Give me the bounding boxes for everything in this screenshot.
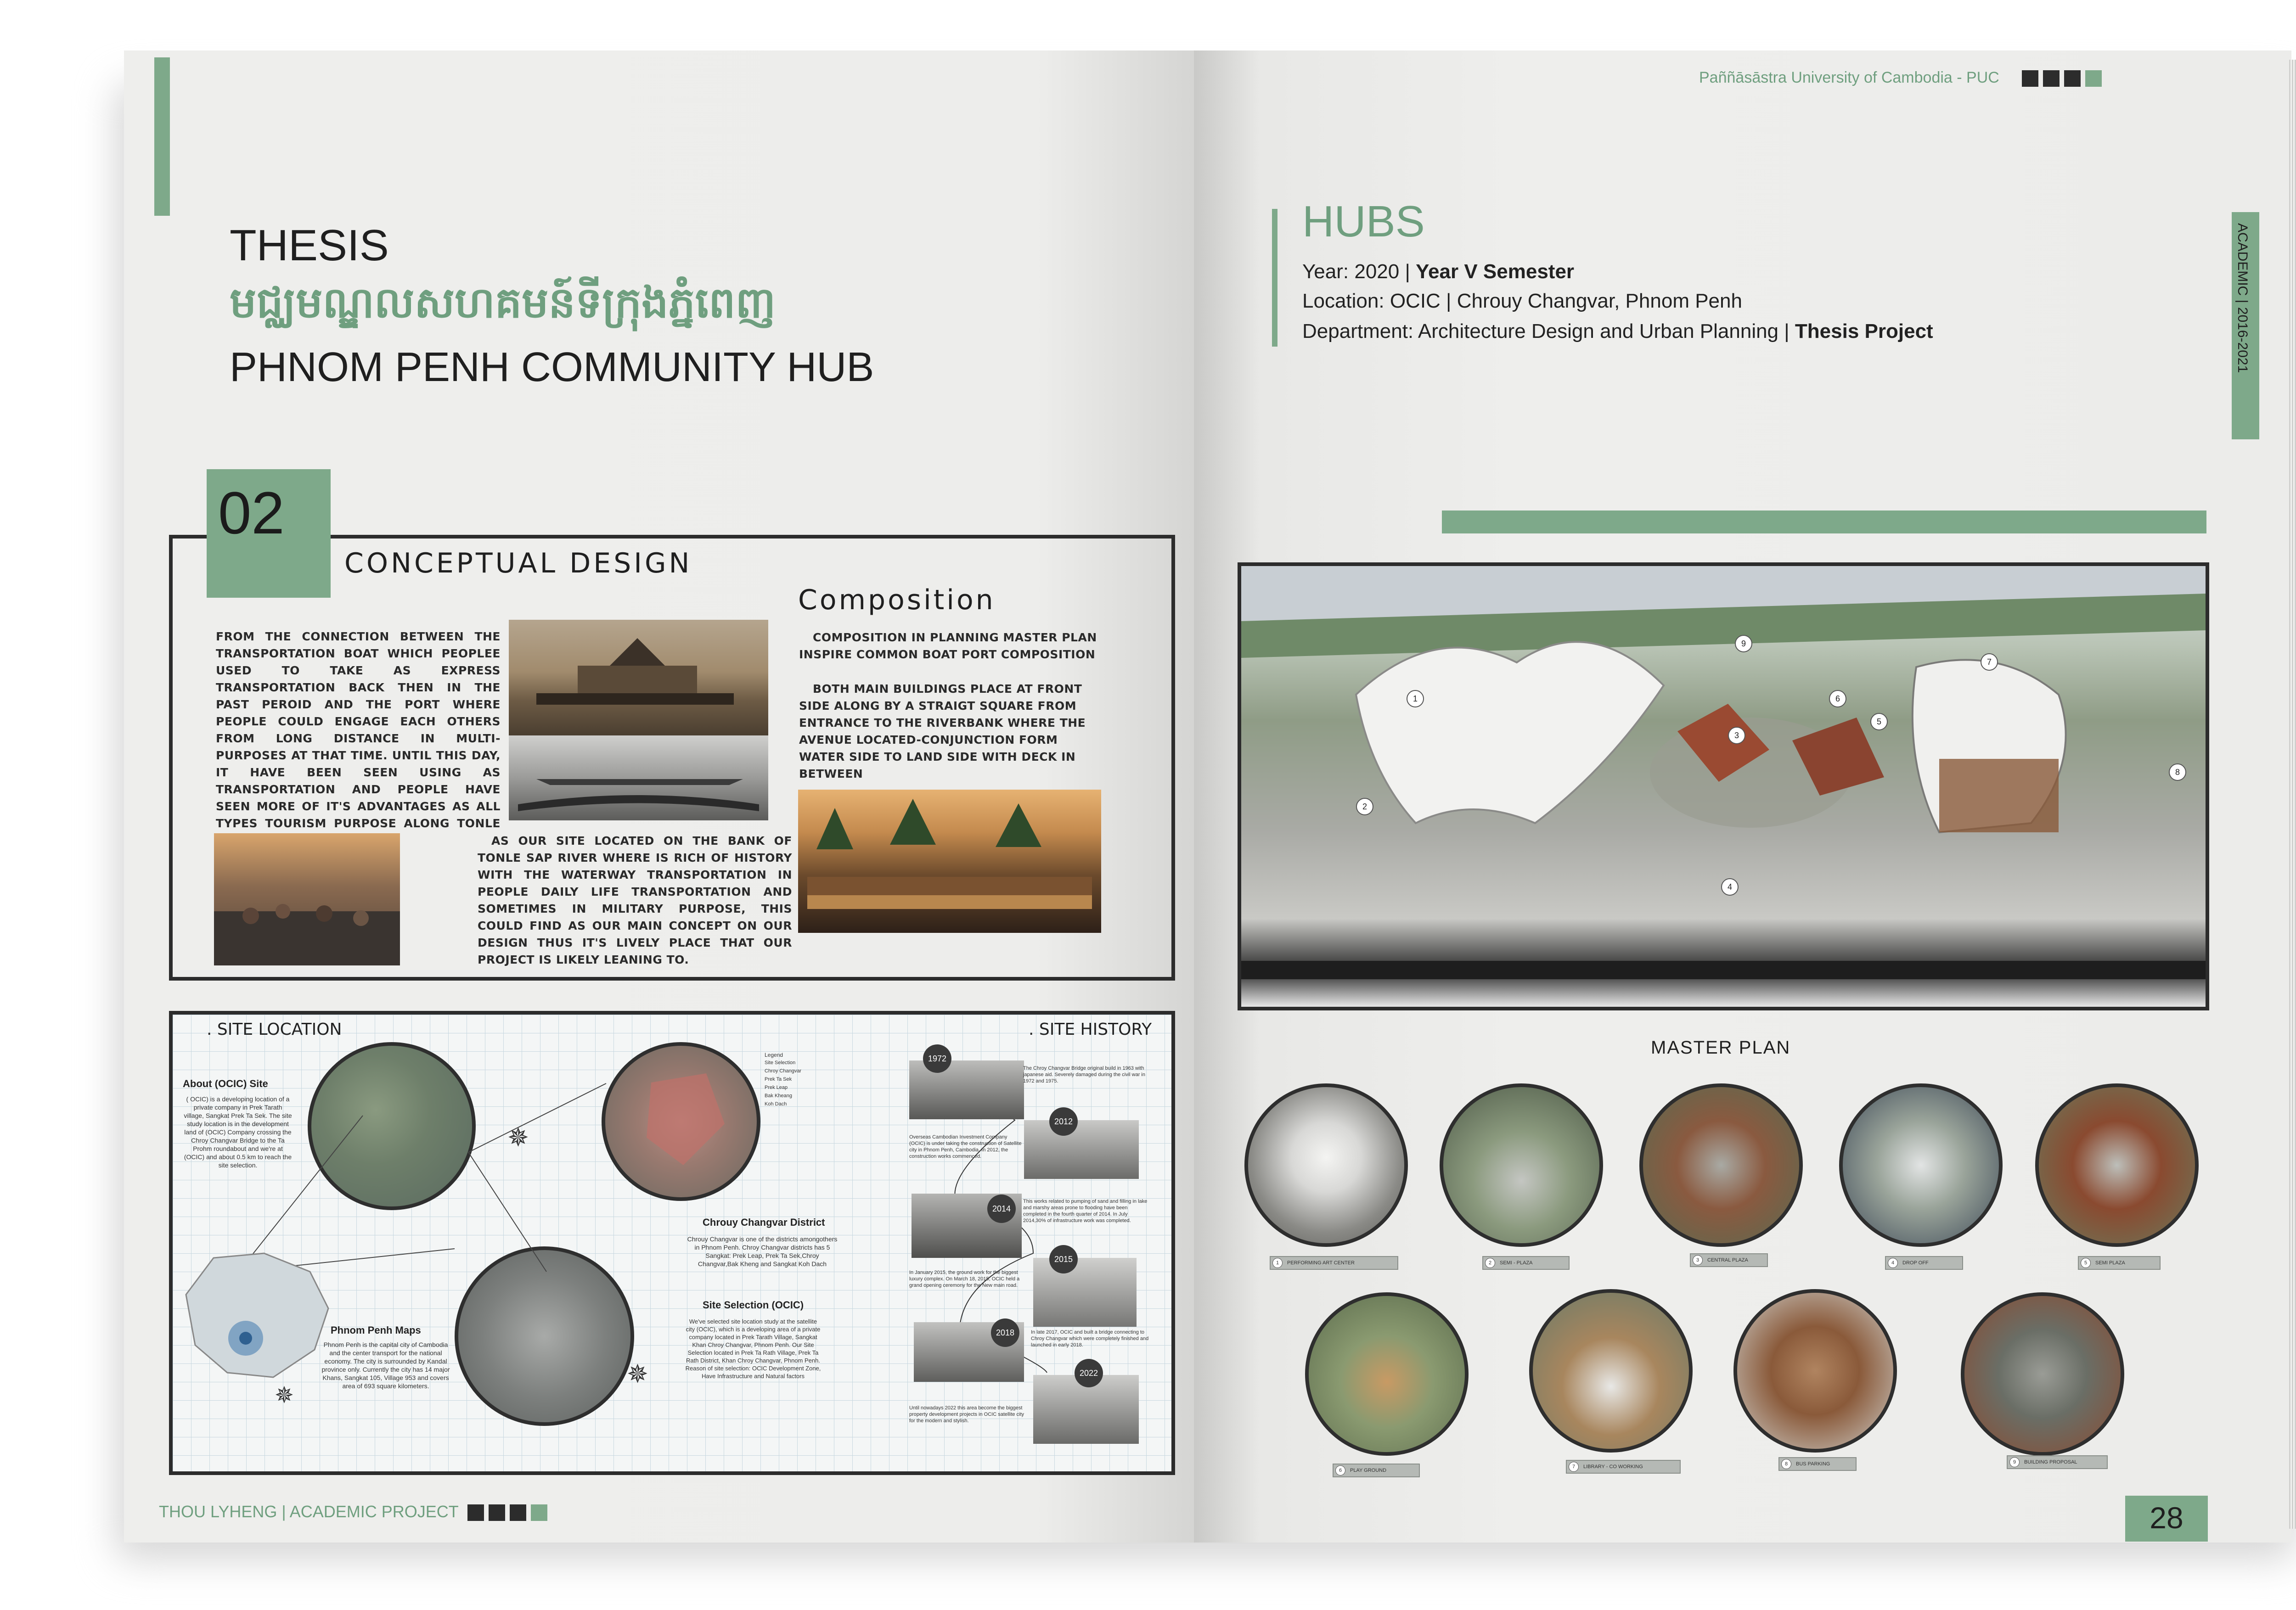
about-text: ( OCIC) is a developing location of a private company in Prek Tarath village, Sangkat Prek Ta Sek. The site study location is in the development land of (OCIC) Company crossing the Chroy Changvar Bridge to the Ta Prohm roundabout and we're at (OCIC) and about 0.5 km to reach the site selection. — [184, 1095, 292, 1169]
year-label: Year: — [1302, 260, 1355, 283]
project-year — [1302, 257, 1574, 286]
project-title: PHNOM PENH COMMUNITY HUB — [230, 344, 874, 390]
view-number: 8 — [1781, 1459, 1791, 1469]
view-label — [1566, 1460, 1681, 1474]
view-label-text: CENTRAL PLAZA — [1707, 1257, 1748, 1263]
department-value: Architecture Design and Urban Planning | — [1418, 320, 1795, 342]
compass-icon: ✵ — [275, 1382, 294, 1408]
history-photo-2015 — [1033, 1258, 1137, 1327]
view-central-plaza — [1639, 1083, 1803, 1247]
render-marker: 2 — [1356, 798, 1373, 815]
section-number-block — [207, 469, 331, 598]
render-marker: 5 — [1870, 713, 1888, 730]
year-badge: 2022 — [1075, 1359, 1103, 1387]
render-marker: 1 — [1407, 690, 1424, 707]
year-badge: 2018 — [991, 1318, 1019, 1347]
view-library-co-working — [1529, 1289, 1693, 1453]
riverfront-boats-photo — [798, 790, 1101, 933]
view-number: 5 — [2081, 1258, 2091, 1268]
left-accent-bar — [154, 57, 170, 216]
header-square-icon — [2085, 70, 2102, 87]
page-edges — [2289, 60, 2296, 1529]
view-number: 3 — [1693, 1255, 1703, 1265]
concept-paragraph-1: FROM THE CONNECTION BETWEEN THE TRANSPORTATION BOAT WHICH PEOPLEE USED TO TAKE AS EXPRESS TRANSPORTATION BACK THEN IN THE PAST PEROID AND THE PORT WHERE PEOPLE COULD ENGAGE EACH OTHERS FROM LONG DISTANCE IN MULTI-PURPOSES AT THAT TIME. UNTIL THIS DAY, IT HAVE BEEN SEEN USING AS TRANSPORTATION AND PEOPLE HAVE SEEN MORE OF IT'S ADVANTAGES AS ALL TYPES TOURISM PURPOSE ALONG TONLE — [216, 630, 501, 830]
view-number: 1 — [1272, 1258, 1283, 1268]
section-number: 02 — [218, 479, 285, 546]
academic-side-tab — [2232, 212, 2259, 439]
location-value: OCIC | Chrouy Changvar, Phnom Penh — [1390, 290, 1742, 312]
project-department — [1302, 317, 1933, 346]
view-label — [1778, 1457, 1857, 1471]
legend-item: Koh Dach — [765, 1101, 787, 1107]
hubs-title: HUBS — [1302, 197, 1425, 246]
year-semester: Year V Semester — [1416, 260, 1575, 283]
view-label — [1270, 1256, 1398, 1270]
boat-race-photo — [509, 735, 768, 820]
khmer-title: មជ្ឈមណ្ឌលសហគមន៍ទីក្រុងភ្នំពេញ — [230, 278, 776, 327]
view-label — [1690, 1253, 1768, 1267]
view-performing-art-center — [1244, 1083, 1408, 1247]
about-title: About (OCIC) Site — [183, 1078, 268, 1089]
info-accent-bar — [1272, 209, 1277, 347]
university-name: Paññāsāstra University of Cambodia - PUC — [1699, 69, 1999, 86]
view-number: 2 — [1485, 1258, 1495, 1268]
view-label-text: SEMI - PLAZA — [1500, 1260, 1533, 1266]
department-label: Department: — [1302, 320, 1418, 342]
view-number: 9 — [2009, 1457, 2020, 1467]
view-number: 6 — [1335, 1465, 1345, 1475]
chrouy-text: Chrouy Changvar is one of the districts amongothers in Phnom Penh. Chroy Changvar districts has 5 Sangkat: Prek Leap, Prek Ta Sek,Chroy Changvar,Bak Kheng and Sangkat Koh Dach — [687, 1235, 838, 1268]
footer-square-icon — [489, 1504, 505, 1521]
compass-icon: ✵ — [507, 1123, 529, 1152]
history-photo-1972 — [909, 1060, 1024, 1119]
history-text: Overseas Cambodian Investment Company (OCIC) is under taking the construction of Satellite city in Phnom Penh, Cambodia. In 2012, the construction works commenced. — [909, 1134, 1022, 1159]
view-label-text: PERFORMING ART CENTER — [1287, 1260, 1355, 1266]
view-label-text: SEMI PLAZA — [2095, 1260, 2125, 1266]
master-plan-render — [1238, 562, 2209, 1010]
project-location — [1302, 286, 1742, 316]
history-text: This works related to pumping of sand and filling in lake and marshy areas prone to flooding have been completed in the fourth quarter of 2014. In July 2014,30% of infrastructure work was completed. — [1023, 1199, 1148, 1223]
site-location-label: . SITE LOCATION — [207, 1020, 342, 1039]
header-square-icon — [2022, 70, 2038, 87]
concept-paragraph-2: AS OUR SITE LOCATED ON THE BANK OF TONLE SAP RIVER WHERE IS RICH OF HISTORY WITH THE WATERWAY TRANSPORTATION IN PEOPLE DAILY LIFE TRANSPORTATION AND SOMETIMES IN MILITARY PURPOSE, THIS COULD FIND AS OUR MAIN CONCEPT ON OUR DESIGN THUS IT'S LIVELY PLACE THAT OUR PROJECT IS LIKELY LEANING TO. — [478, 834, 792, 966]
legend-item: Bak Kheang — [765, 1093, 792, 1099]
legend-title: Legend — [765, 1052, 783, 1058]
header-square-icon — [2043, 70, 2060, 87]
render-marker: 4 — [1721, 878, 1739, 896]
history-text: In late 2017, OCIC and built a bridge connecting to Chroy Changvar which were completely finished and launched in early 2018. — [1031, 1330, 1149, 1348]
render-marker: 6 — [1829, 690, 1846, 707]
view-label — [1482, 1256, 1570, 1270]
view-semi-plaza — [1440, 1083, 1603, 1247]
history-text: In January 2015, the ground work for the biggest luxury complex. On March 18, 2015, OCIC held a grand opening ceremony for the New main road. — [909, 1270, 1020, 1288]
history-text: The Chroy Changvar Bridge original build in 1963 with japanese aid. Severely damaged during the civil war in 1972 and 1975. — [1023, 1066, 1145, 1084]
view-label — [2078, 1256, 2161, 1270]
university-header — [1699, 69, 2102, 87]
render-marker: 8 — [2169, 763, 2186, 781]
render-marker: 7 — [1981, 653, 1998, 671]
view-label-text: LIBRARY - CO WORKING — [1583, 1464, 1643, 1470]
view-label-text: PLAY GROUND — [1350, 1468, 1387, 1473]
history-text: Until nowadays 2022 this area become the biggest property development projects in OCIC satellite city for the modern and stylish. — [909, 1405, 1024, 1424]
view-label — [1333, 1464, 1420, 1477]
year-badge: 2015 — [1049, 1245, 1078, 1273]
site-selection-title: Site Selection (OCIC) — [703, 1299, 804, 1311]
composition-text-1: COMPOSITION IN PLANNING MASTER PLAN INSPIRE COMMON BOAT PORT COMPOSITION — [799, 631, 1097, 661]
site-history-label: . SITE HISTORY — [1029, 1020, 1152, 1039]
left-footer — [159, 1502, 547, 1521]
phnom-penh-maps-title: Phnom Penh Maps — [331, 1324, 421, 1336]
render-accent-bar — [1442, 510, 2206, 533]
footer-square-icon — [510, 1504, 526, 1521]
site-selection-text: We've selected site location study at the satellite city (OCIC), which is a developing area of a private company located in Prek Tarath Village, Sangkat Khan Chroy Changvar, Phnom Penh. Our Site Selection located in Prek Ta Rath Village, Prek Ta Rath District, Khan Chroy Changvar, Phnom Penh. Reason of site selection: OCIC Development Zone, Have Infrastructure and Natural factors — [685, 1318, 821, 1380]
render-marker: 3 — [1728, 727, 1745, 744]
render-marker: 9 — [1735, 635, 1752, 652]
master-plan-label: MASTER PLAN — [1651, 1038, 1791, 1058]
side-tab-text: ACADEMIC | 2016-2021 — [2235, 223, 2250, 373]
view-label-text: BUS PARKING — [1796, 1461, 1830, 1467]
view-label — [2007, 1455, 2108, 1469]
legend-item: Prek Leap — [765, 1085, 788, 1090]
phnom-penh-maps-text: Phnom Penh is the capital city of Cambodia and the center transport for the national economy. The city is surrounded by Kandal province only. Currently the city has 14 major Khans, Sangkat 105, Village 953 and covers area of 693 square kilometers. — [321, 1341, 450, 1390]
historic-boat-photo — [509, 620, 768, 735]
view-semi-plaza-2 — [2035, 1083, 2199, 1247]
view-bus-parking — [1733, 1289, 1897, 1453]
legend-item: Site Selection — [765, 1060, 796, 1066]
year-badge: 2012 — [1049, 1107, 1078, 1136]
footer-square-icon — [531, 1504, 547, 1521]
year-badge: 1972 — [923, 1044, 951, 1073]
thesis-project-label: Thesis Project — [1795, 320, 1933, 342]
view-building-proposal — [1961, 1292, 2124, 1456]
footer-text: THOU LYHENG | ACADEMIC PROJECT — [159, 1502, 459, 1521]
view-label-text: DROP OFF — [1902, 1260, 1929, 1266]
year-value: 2020 | — [1354, 260, 1416, 283]
chrouy-title: Chrouy Changvar District — [703, 1217, 825, 1228]
page-number-block — [2125, 1496, 2208, 1542]
page-number: 28 — [2150, 1501, 2183, 1535]
section-title: CONCEPTUAL DESIGN — [344, 547, 692, 579]
map-legend — [765, 1051, 829, 1108]
port-crowd-photo — [214, 833, 400, 965]
compass-icon: ✵ — [627, 1359, 648, 1388]
legend-item: Prek Ta Sek — [765, 1077, 792, 1082]
composition-title: Composition — [798, 584, 996, 616]
view-play-ground — [1305, 1292, 1469, 1456]
view-label — [1885, 1256, 1963, 1270]
view-number: 4 — [1888, 1258, 1898, 1268]
footer-square-icon — [467, 1504, 484, 1521]
header-square-icon — [2064, 70, 2081, 87]
year-badge: 2014 — [987, 1195, 1016, 1223]
location-label: Location: — [1302, 290, 1390, 312]
view-drop-off — [1839, 1083, 2003, 1247]
history-photo-2012 — [1024, 1120, 1139, 1179]
view-label-text: BUILDING PROPOSAL — [2024, 1459, 2077, 1465]
cambodia-outline-map — [172, 1240, 342, 1391]
thesis-label: THESIS — [230, 221, 389, 270]
view-number: 7 — [1569, 1462, 1579, 1472]
legend-item: Chroy Changvar — [765, 1068, 802, 1074]
composition-text-2: BOTH MAIN BUILDINGS PLACE AT FRONT SIDE ALONG BY A STRAIGT SQUARE FROM ENTRANCE TO THE RIVERBANK WHERE THE AVENUE LOCATED-CONJUNCTION FORM WATER SIDE TO LAND SIDE WITH DECK IN BETWEEN — [799, 682, 1086, 780]
